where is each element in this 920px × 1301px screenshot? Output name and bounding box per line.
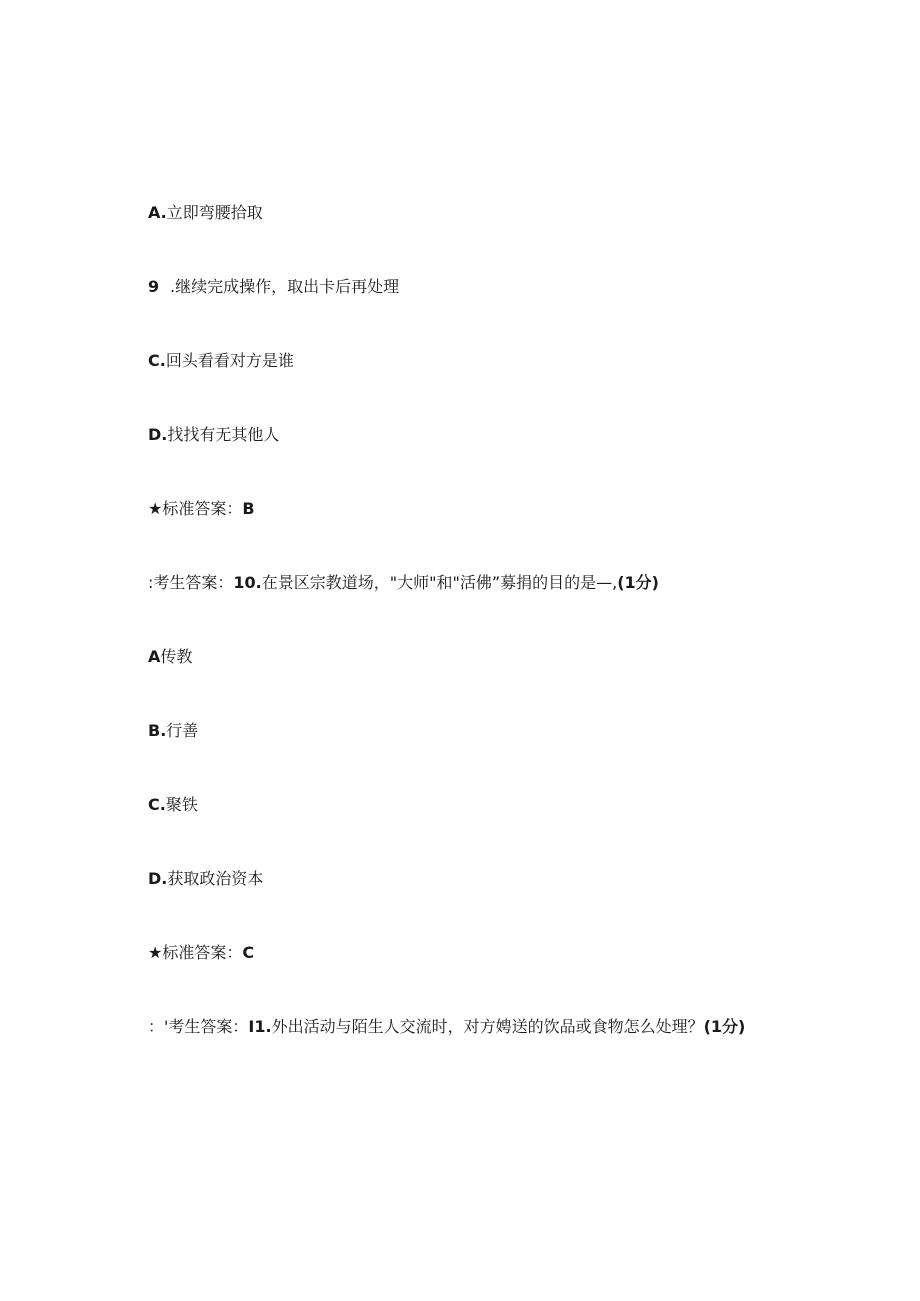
option-a (148, 646, 192, 668)
question-11 (148, 1016, 745, 1038)
student-answer-label: ：'考生答案： (148, 1017, 249, 1036)
option-text: 找找有无其他人 (167, 425, 280, 444)
question-text: 在景区宗教道场，"大师"和"活佛”募捐的目的是—, (261, 573, 618, 592)
option-letter: C. (148, 795, 166, 814)
option-text: 传教 (160, 647, 193, 666)
standard-answer (148, 942, 254, 964)
question-10 (148, 572, 659, 594)
option-d (148, 868, 263, 890)
option-text: 获取政治资本 (167, 869, 264, 888)
option-c (148, 794, 198, 816)
option-letter: D. (148, 425, 168, 444)
option-a (148, 202, 263, 224)
option-text: 聚铁 (165, 795, 198, 814)
option-b (148, 720, 198, 742)
question-number: I1. (248, 1017, 272, 1036)
option-letter: A (148, 647, 161, 666)
option-letter: C. (148, 351, 166, 370)
answer-value: B (242, 499, 255, 518)
option-b (148, 276, 399, 298)
option-letter: 9 (148, 277, 160, 296)
answer-label: ★标准答案： (148, 499, 243, 518)
option-d (148, 424, 279, 446)
question-score: (1分) (617, 573, 659, 592)
option-letter: A. (148, 203, 167, 222)
question-score: (1分) (703, 1017, 746, 1036)
student-answer-label: :考生答案： (148, 573, 234, 592)
option-letter: B. (148, 721, 167, 740)
question-text: 外出活动与陌生人交流时，对方娉送的饮品或食物怎么处理？ (271, 1017, 704, 1036)
option-text: 行善 (166, 721, 199, 740)
option-c (148, 350, 294, 372)
option-text: 回头看看对方是谁 (165, 351, 294, 370)
option-letter: D. (148, 869, 168, 888)
option-text: 立即弯腰拾取 (166, 203, 263, 222)
answer-label: ★标准答案： (148, 943, 243, 962)
option-text: .继续完成操作，取出卡后再处理 (170, 277, 400, 296)
standard-answer (148, 498, 255, 520)
answer-value: C (242, 943, 255, 962)
question-number: 10. (233, 573, 262, 592)
